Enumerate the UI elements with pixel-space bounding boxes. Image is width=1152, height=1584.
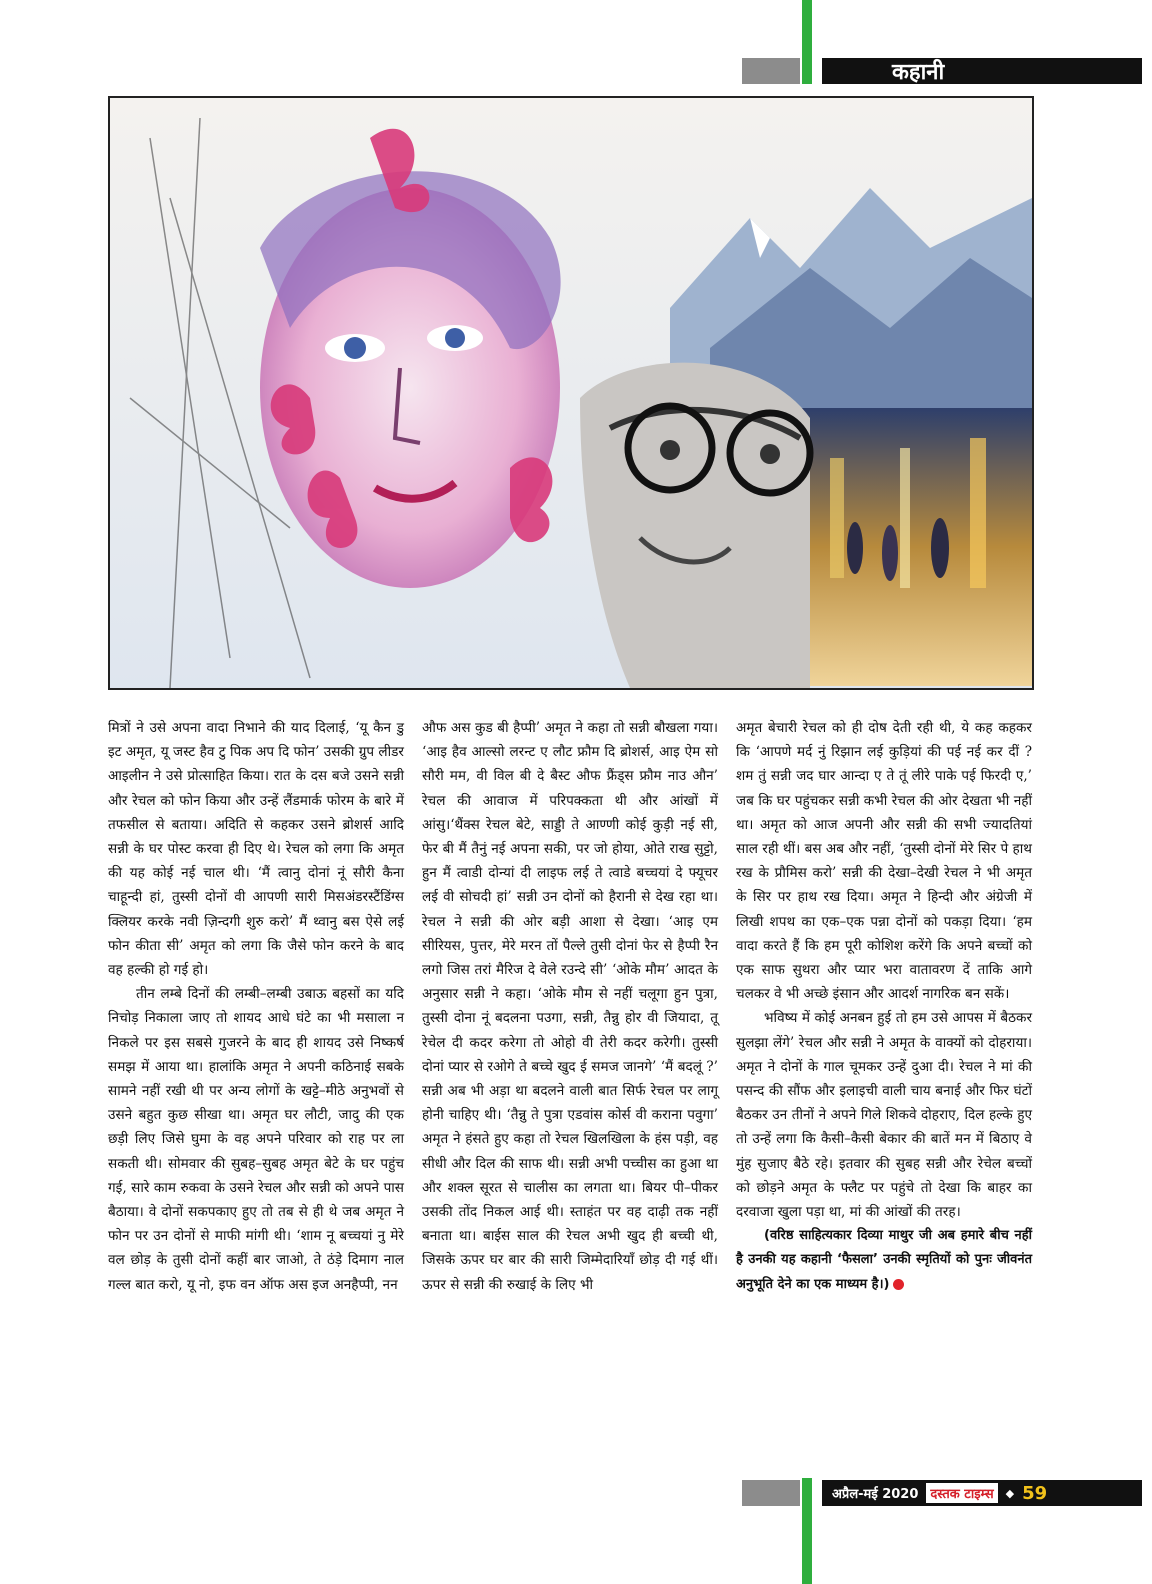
end-mark-icon [893, 1279, 904, 1290]
text-column-1 [108, 716, 404, 1297]
paragraph: मित्रों ने उसे अपना वादा निभाने की याद दिलाई, ‘यू कैन डु इट अमृत, यू जस्ट हैव टु पिक अप दि फोन’ उसकी ग्रुप लीडर आइलीन ने उसे प्रोत्साहित किया। रात के दस बजे उसने सन्नी और रेचल को फोन किया और उन्हें लैंडमार्क फोरम के बारे में तफसील से बताया। अदिति से कहकर उसने ब्रोशर्स आदि सन्नी के घर पोस्ट करवा ही दिए थे। रेचल को लगा कि अमृत की यह कोई नई चाल थी। ‘मैं त्वानु दोनां नूं सौरी कैना चाहून्दी हां, तुस्सी दोनों वी आपणी सारी मिसअंडरस्टैंडिंग्स क्लियर करके नवी ज़िन्दगी शुरु करो’ मैं थ्वानु बस ऐसे लई फोन कीता सी’ अमृत को लगा कि जैसे फोन करने के बाद वह हल्की हो गई हो। [108, 720, 404, 979]
bottom-green-rule [802, 1478, 812, 1584]
story-illustration [108, 96, 1034, 690]
paragraph: अमृत बेचारी रेचल को ही दोष देती रही थी, ये कह कहकर कि ‘आपणे मर्द नुं रिझान लई कुड़ियां की पई नई कर दीं ? शम तुं सन्नी जद घार आन्दा ए ते तूं लीरे पाके पई फिरदी ए,’ जब कि घर पहुंचकर सन्नी कभी रेचल की ओर देखता भी नहीं था। अमृत को आज अपनी और सन्नी की सभी ज्यादतियां साल रही थीं। बस अब और नहीं, ‘तुस्सी दोनों मेरे सिर पे हाथ रख के प्रौमिस करो’ सन्नी की देखा–देखी रेचल ने भी अमृत के सिर पर हाथ रख दिया। अमृत ने हिन्दी और अंग्रेजी में लिखी शपथ का एक–एक पन्ना दोनों को पकड़ा दिया। ‘हम वादा करते हैं कि हम पूरी कोशिश करेंगे कि अपने बच्चों को एक साफ सुथरा और प्यार भरा वातावरण दें ताकि आगे चलकर वे भी अच्छे इंसान और आदर्श नागरिक बन सकें। [736, 720, 1032, 1003]
paragraph: तीन लम्बे दिनों की लम्बी–लम्बी उबाऊ बहसों का यदि निचोड़ निकाला जाए तो शायद आधे घंटे का भी मसाला न निकले पर इस सबसे गुजरने के बाद ही शायद उसे निष्कर्ष समझ में आया था। हालांकि अमृत ने अपनी कठिनाई सबके सामने नहीं रखी थी पर अन्य लोगों के खट्टे–मीठे अनुभवों से उसने बहुत कुछ सीखा था। अमृत घर लौटी, जादु की एक छड़ी लिए जिसे घुमा के वह अपने परिवार को राह पर ला सकती थी। सोमवार की सुबह–सुबह अमृत बेटे के घर पहुंच गई, सारे काम रुकवा के उसने रेचल और सन्नी को अपने पास बैठाया। वे दोनों सकपकाए हुए तो तब से ही थे जब अमृत ने फोन पर उन दोनों से माफी मांगी थी। ‘शाम नू बच्चयां नु मेरे वल छोड़ के तुसी दोनों कहीं बार जाओ, ते ठंड़े दिमाग नाल गल्ल बात करो, यू नो, इफ वन ऑफ अस इज अनहैप्पी, नन [108, 986, 404, 1293]
section-title: कहानी [892, 60, 945, 85]
paragraph: औफ अस कुड बी हैप्पी’ अमृत ने कहा तो सन्नी बौखला गया। ‘आइ हैव आल्सो लरन्ट ए लौट फ्रौम दि ब्रोशर्स, आइ ऐम सो सौरी मम, वी विल बी दे बैस्ट औफ फ्रैंड्स फ्रौम नाउ औन’ रेचल की आवाज में परिपक्कता थी और आंखों में आंसु।‘थैंक्स रेचल बेटे, साड्डी ते आण्णी कोई कुड़ी नई सी, फेर बी मैं तैनुं नई अपना सकी, पर जो होया, ओते राख सुट्टो, हुन मैं त्वाडी दोन्यां दी लाइफ लई ते त्वाडे बच्चयां दे फ्यूचर लई वी सोचदी हां’ सन्नी उन दोनों को हैरानी से देख रहा था। रेचल ने सन्नी की ओर बड़ी आशा से देखा। ‘आइ एम सीरियस, पुत्तर, मेरे मरन तों पैल्ले तुसी दोनां फेर से हैप्पी रैन लगो जिस तरां मैरिज दे वेले रउन्दे सी’ ‘ओके मौम’ आदत के अनुसार सन्नी ने कहा। ‘ओके मौम से नहीं चलूगा हुन पुत्रा, तुस्सी दोना नूं बदलना पउगा, सन्नी, तैन्नु होर वी जियादा, तू रेचेल दी कदर करेगा तो ओहो वी तेरी कदर करेगी। तुस्सी दोनां प्यार से रओगे ते बच्चे खुद ई समज जानगे’ ‘मैं बदलूं ?’ सन्नी अब भी अड़ा था बदलने वाली बात सिर्फ रेचल पर लागू होनी चाहिए थी। ‘तैन्नु ते पुत्रा एडवांस कोर्स वी कराना पवुगा’ अमृत ने हंसते हुए कहा तो रेचल खिलखिला के हंस पड़ी, वह सीधी और दिल की साफ थी। सन्नी अभी पच्चीस का हुआ था और शक्ल सूरत से चालीस का लगता था। बियर पी–पीकर उसकी तोंद निकल आई थी। स्ताहंत पर वह दाढ़ी तक नहीं बनाता था। बाईस साल की रेचल अभी खुद ही बच्ची थी, जिसके ऊपर घर बार की सारी जिम्मेदारियाँ छोड़ दी गई थीं। ऊपर से सन्नी की रुखाई के लिए भी [422, 720, 718, 1293]
page-footer [822, 1480, 1142, 1506]
diamond-icon: ◆ [1005, 1486, 1015, 1500]
text-column-2 [422, 716, 718, 1297]
header-gray-block [742, 58, 800, 84]
author-note [736, 1224, 1032, 1297]
author-note-text: (वरिष्ठ साहित्यकार दिव्या माथुर जी अब हमारे बीच नहीं है उनकी यह कहानी ‘फैसला’ उनकी स्मृतियों को पुनः जीवनंत अनुभूति देने का एक माध्यम है।) [736, 1228, 1032, 1292]
footer-gray-block [742, 1480, 800, 1506]
page-number: 59 [1022, 1482, 1048, 1504]
paragraph: भविष्य में कोई अनबन हुई तो हम उसे आपस में बैठकर सुलझा लेंगे’ रेचल और सन्नी ने अमृत के वाक्यों को दोहराया। अमृत ने दोनों के गाल चूमकर उन्हें दुआ दी। रेचल ने मां की पसन्द की सौंफ और इलाइची वाली चाय बनाई और फिर घंटों बैठकर उन तीनों ने अपने गिले शिकवे दोहराए, दिल हल्के हुए तो उन्हें लगा कि कैसी–कैसी बेकार की बातें मन में बिठाए वे मुंह सुजाए बैठे रहे। इतवार की सुबह सन्नी और रेचेल बच्चों को छोड़ने अमृत के फ्लैट पर पहुंचे तो देखा कि बाहर का दरवाजा खुला पड़ा था, मां की आंखों की तरह। [736, 1010, 1032, 1221]
magazine-logo: दस्तक टाइम्स [926, 1483, 997, 1503]
section-tag [822, 58, 1142, 84]
text-column-3 [736, 716, 1032, 1297]
issue-date: अप्रैल-मई 2020 [832, 1487, 919, 1502]
top-green-rule [802, 0, 812, 84]
